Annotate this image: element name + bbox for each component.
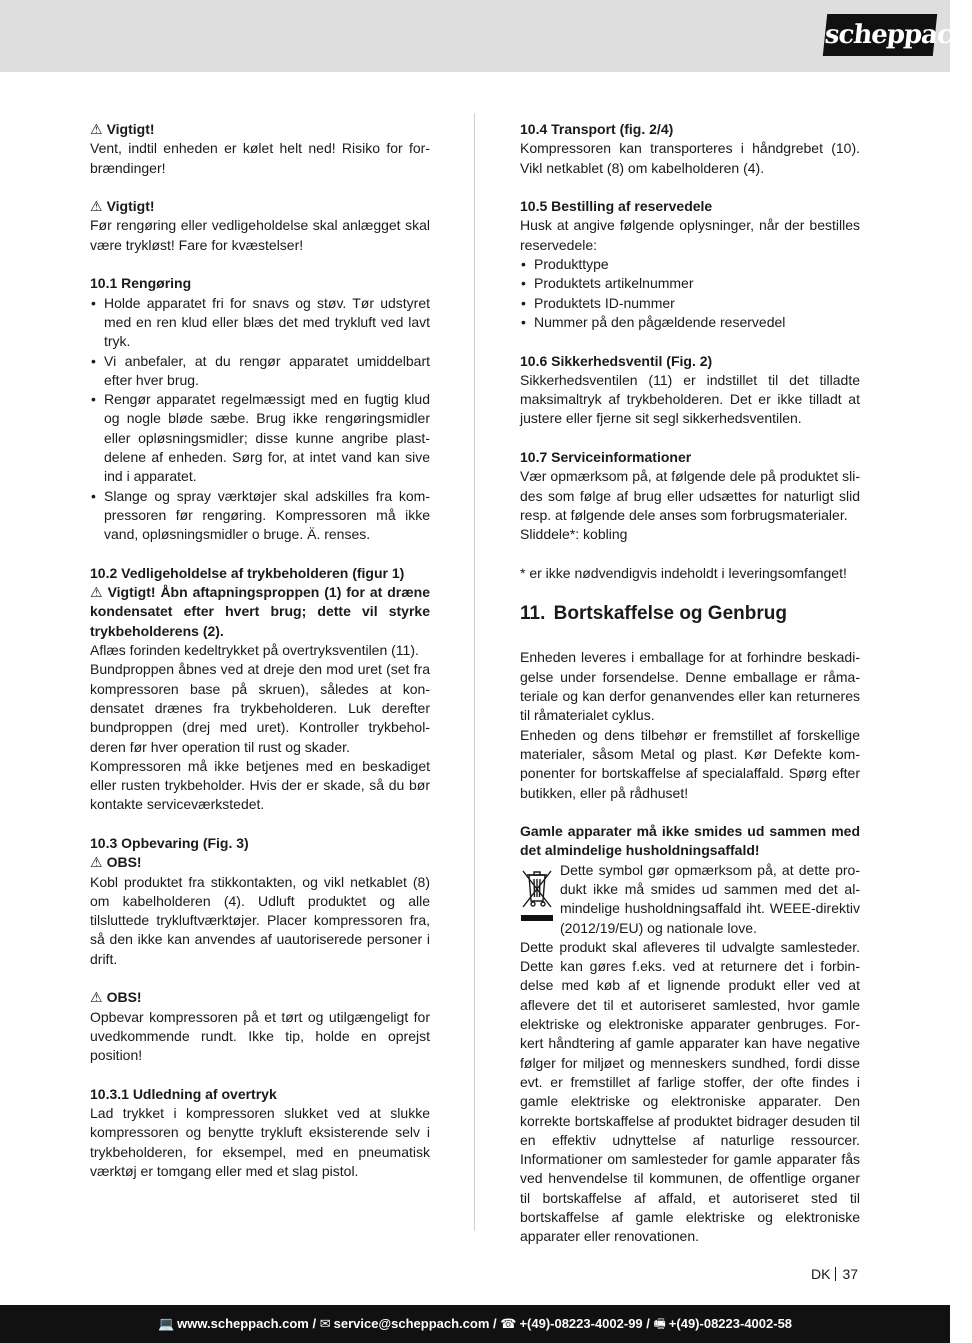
weee-notice [520, 861, 860, 938]
warning-depressurize [90, 197, 430, 255]
section-heading: 10.6 Sikkerhedsventil (Fig. 2) [520, 352, 713, 369]
page-separator [835, 1267, 836, 1281]
warning-triangle-icon: ⚠ [90, 198, 103, 215]
warning-triangle-icon: ⚠ [90, 121, 103, 137]
list-item: • Rengør apparatet regelmæssigt med en fugtig klud og nogle bløde sæbe. Brug ikke rengøringsmidler eller opløsningsmidler; disse kunne angribe plastdelene af enheden. Sørg for, at intet vand kan sive ind i apparatet. [90, 390, 430, 486]
paragraph: Aflæs forinden kedeltrykket på overtryksventilen (11). [90, 642, 419, 659]
section-10-1 [90, 274, 430, 544]
warning-triangle-icon: ⚠ [90, 584, 104, 601]
paragraph: Enheden leveres i emballage for at forhindre beskadigelse under forsendelse. Denne emballage er råmateriale og kan derfor genanvendes eller kan returneres til råmaterialet cyklus. [520, 649, 860, 724]
warning-text: Vent, indtil enheden er kølet helt ned! Risiko for forbrændinger! [90, 140, 430, 176]
section-11-heading [520, 602, 860, 626]
list-item: • Vi anbefaler, at du rengør apparatet umiddelbart efter hver brug. [90, 352, 430, 391]
paragraph: Lad trykket i kompressoren slukket ved at slukke kompressoren og benytte trykluft eksisterende selv i trykbeholderen, for eksempel, med en pneumatisk værktøj er tomgang eller med et slag pistol. [90, 1105, 430, 1180]
section-title-text: Bortskaffelse og Genbrug [553, 603, 787, 625]
page-number [811, 1265, 858, 1283]
page-header [0, 0, 972, 72]
spare-parts-list [520, 255, 860, 332]
section-10-6 [520, 352, 860, 429]
right-column [520, 120, 860, 1247]
list-item: • Produkttype [520, 255, 860, 274]
list-item: • Produktets ID-nummer [520, 294, 860, 313]
wear-parts: Sliddele*: kobling [520, 526, 628, 543]
obs-storage [90, 988, 430, 1065]
weee-text: Dette symbol gør opmærksom på, at dette produkt ikke må smides ud sammen med det almindelige husholdningsaffald iht. WEEE-direktiv (2012/19/EU) og nationale love. [560, 861, 860, 936]
warning-triangle-icon: ⚠ [90, 989, 103, 1006]
warning-text: Før rengøring eller vedligeholdelse skal anlægget skal være trykløst! Fare for kvæstelser! [90, 217, 430, 253]
paragraph: Bundproppen åbnes ved at dreje den mod uret (set fra kompressoren base på skruen), således at kondensatet drænes fra trykbeholderen. Luk derefter bundproppen (drej med uret). Kontroller trykbeholderen før hver operation til rust og skader. [90, 661, 430, 755]
section-heading: 10.5 Bestilling af reservedele [520, 198, 713, 215]
section-10-5 [520, 197, 860, 332]
paragraph: Vær opmærksom på, at følgende dele på produktet slides som følge af brug eller udsættes for naturligt slid resp. at følgende dele anses som forbrugsmaterialer. [520, 468, 860, 523]
column-divider [474, 113, 475, 1231]
section-number: 11. [520, 603, 546, 625]
footnote: * er ikke nødvendigvis indeholdt i leveringsomfanget! [520, 564, 847, 581]
paragraph: Dette produkt skal afleveres til udvalgte samlesteder. Dette kan gøres f.eks. ved at returnere det i forbindelse med køb af et lignende produkt eller ved at aflevere det til et autoriseret samlested, hvor gamle elektriske og elektroniske apparater genbruges. Forkert håndtering af gamle apparater kan have negative følger for miljøet og menneskers sundhed, fordi disse evt. er fremstillet af farlige stoffer, der ofte findes i gamle elektriske og elektroniske apparater. Den korrekte bortskaffelse af produktet bidrager desuden til en effektiv udnyttelse af naturlige ressourcer. Informationer om samlesteder for gamle apparater fås ved henvendelse til kommunen, de offentlige organer til bortskaffelse af affald, et autoriseret sted til bortskaffelse af gamle elektriske og elektroniske apparater eller renovationen. [520, 938, 860, 1245]
footer-phone: +(49)-08223-4002-99 / [519, 1316, 650, 1331]
warning-title: Vigtigt! [106, 198, 155, 215]
brand-logo: scheppach [823, 14, 937, 56]
page-number-value: 37 [842, 1266, 859, 1282]
page-footer [0, 1305, 950, 1343]
list-item: • Slange og spray værktøjer skal adskilles fra kompressoren før rengøring. Kompressoren må ikke vand, opløsningsmidler o bruge. Ä. renses. [90, 487, 430, 545]
paragraph: Kompressoren kan transporteres i håndgrebet (10). Vikl netkablet (8) om kabelholderen (4). [520, 140, 860, 176]
phone-icon: ☎ [500, 1316, 517, 1331]
crossed-bin-icon [520, 863, 554, 923]
paragraph: Husk at angive følgende oplysninger, når der bestilles reservedele: [520, 217, 860, 253]
fax-icon: 🖷 [653, 1316, 666, 1331]
paragraph: Sikkerhedsventilen (11) er indstillet til det tilladte maksimaltryk af trykbeholderen. Det er ikke tilladt at justere eller fjerne sit segl sikkerhedsventilen. [520, 371, 860, 427]
section-heading: 10.2 Vedligeholdelse af trykbeholderen (figur 1) [90, 564, 405, 581]
warning-title: Vigtigt! [106, 121, 155, 137]
section-heading: 10.7 Serviceinformationer [520, 449, 692, 466]
warning-text: Vigtigt! Åbn aftapningsproppen (1) for at dræne kondensatet efter hvert brug; dette vil styrke trykbeholderens (2). [90, 584, 430, 639]
language-code: DK [811, 1266, 831, 1282]
section-10-3-1 [90, 1085, 430, 1181]
section-heading: 10.4 Transport (fig. 2/4) [520, 121, 674, 137]
footer-fax: +(49)-08223-4002-58 [668, 1316, 793, 1331]
section-heading: 10.1 Rengøring [90, 275, 192, 292]
email-icon: ✉ [319, 1316, 331, 1331]
list-item: • Produktets artikelnummer [520, 274, 860, 293]
obs-label: OBS! [106, 854, 142, 871]
computer-icon: 💻 [157, 1316, 175, 1331]
footer-website[interactable]: www.scheppach.com / [177, 1316, 317, 1331]
section-10-3 [90, 834, 430, 969]
paragraph: Enheden og dens tilbehør er fremstillet af forskellige materialer, såsom Metal og plast. Kør Defekte komponenter for bortskaffelse af specialaffald. Spørg efter butikken, eller på rådhuset! [520, 726, 860, 801]
list-item: • Holde apparatet fri for snavs og støv. Tør udstyret med en ren klud eller blæs det med trykluft ved lavt tryk. [90, 294, 430, 352]
cleaning-list [90, 294, 430, 545]
obs-label: OBS! [106, 989, 142, 1006]
paragraph: Kobl produktet fra stikkontakten, og vikl netkablet (8) om kabelholderen (4). Udluft produktet og alle tilsluttede trykluftværktøjer. Placer kompressoren fra, så den ikke kan anvendes af uautoriserede personer i drift. [90, 873, 430, 967]
paragraph: Kompressoren må ikke betjenes med en beskadiget eller rusten trykbeholder. Hvis der er skade, så du bør kontakte serviceværkstedet. [90, 757, 430, 813]
paragraph: Opbevar kompressoren på et tørt og utilgængeligt for uvedkommende rundt. Ikke tip, holde en oprejst position! [90, 1008, 430, 1064]
warning-triangle-icon: ⚠ [90, 854, 103, 871]
section-11-body [520, 648, 860, 802]
footer-email[interactable]: service@scheppach.com / [333, 1316, 497, 1331]
section-10-4 [520, 120, 860, 178]
warning-cool-down [90, 120, 430, 178]
section-10-7 [520, 448, 860, 544]
list-item: • Nummer på den pågældende reservedel [520, 313, 860, 332]
section-10-2 [90, 564, 430, 815]
disposal-bold-note: Gamle apparater må ikke smides ud sammen med det almindelige husholdningsaffald! [520, 823, 860, 859]
section-heading: 10.3 Opbevaring (Fig. 3) [90, 834, 249, 851]
section-heading: 10.3.1 Udledning af overtryk [90, 1085, 277, 1102]
left-column [90, 120, 430, 1201]
